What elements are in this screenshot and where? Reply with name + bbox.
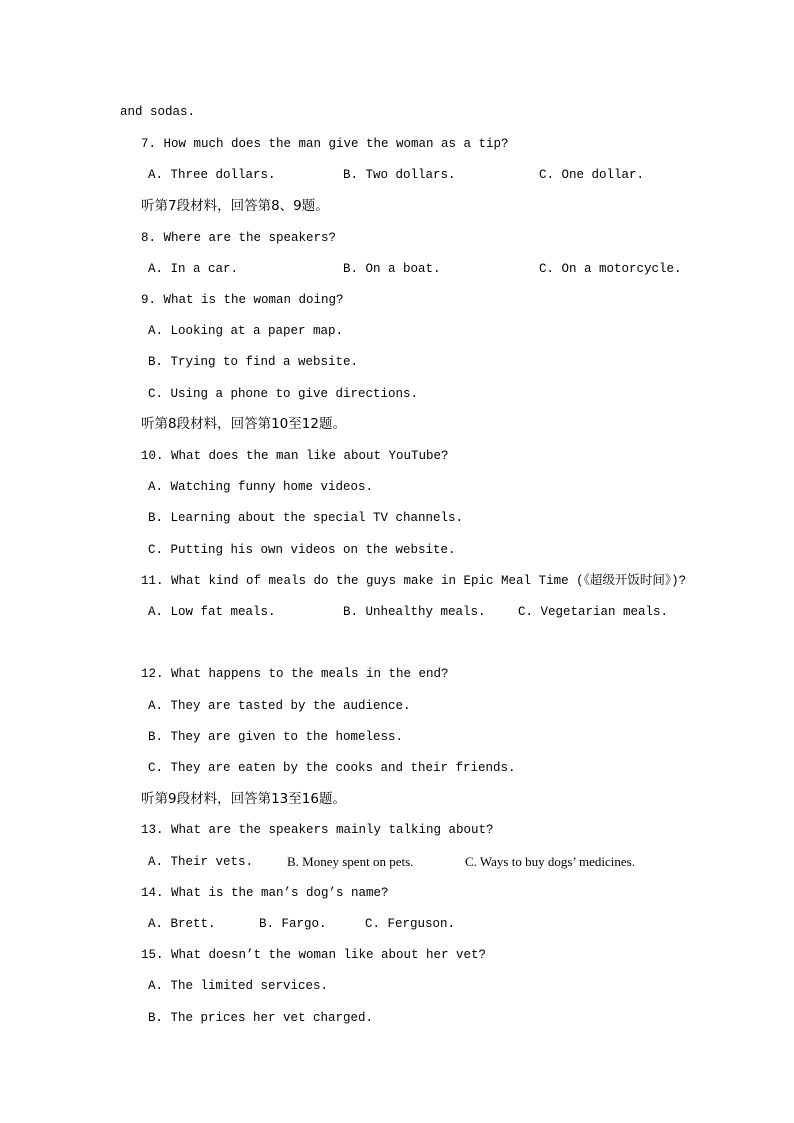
question-12-option-a: A. They are tasted by the audience. [148, 699, 411, 713]
question-14-option-c: C. Ferguson. [365, 917, 456, 931]
question-7-option-c: C. One dollar. [539, 168, 645, 182]
section-7-heading: 听第7段材料，回答第8、9题。 [141, 198, 329, 214]
section-9-heading: 听第9段材料，回答第13至16题。 [141, 791, 346, 807]
question-14-option-b: B. Fargo. [259, 917, 327, 931]
question-14: 14. What is the man’s dog’s name? [141, 886, 389, 900]
continued-text: and sodas. [120, 105, 196, 119]
question-13-option-b: B. Money spent on pets. [287, 854, 414, 869]
question-10-option-a: A. Watching funny home videos. [148, 480, 374, 494]
question-15-option-a: A. The limited services. [148, 979, 329, 993]
question-9-option-c: C. Using a phone to give directions. [148, 387, 419, 401]
question-11: 11. What kind of meals do the guys make in Epic Meal Time (《超级开饭时间》)? [141, 574, 687, 588]
question-13-option-c: C. Ways to buy dogs’ medicines. [465, 854, 635, 869]
question-12-option-c: C. They are eaten by the cooks and their friends. [148, 761, 516, 775]
section-8-heading: 听第8段材料，回答第10至12题。 [141, 416, 346, 432]
question-9-option-b: B. Trying to find a website. [148, 355, 359, 369]
question-13: 13. What are the speakers mainly talking about? [141, 823, 494, 837]
question-10: 10. What does the man like about YouTube? [141, 449, 449, 463]
question-8: 8. Where are the speakers? [141, 231, 337, 245]
question-10-option-b: B. Learning about the special TV channels. [148, 511, 464, 525]
question-11-option-b: B. Unhealthy meals. [343, 605, 486, 619]
question-8-option-b: B. On a boat. [343, 262, 441, 276]
question-9-option-a: A. Looking at a paper map. [148, 324, 344, 338]
question-15: 15. What doesn’t the woman like about her vet? [141, 948, 487, 962]
question-12-option-b: B. They are given to the homeless. [148, 730, 404, 744]
question-11-option-c: C. Vegetarian meals. [518, 605, 669, 619]
question-11-option-a: A. Low fat meals. [148, 605, 276, 619]
question-13-option-a: A. Their vets. [148, 855, 254, 869]
question-7: 7. How much does the man give the woman as a tip? [141, 137, 509, 151]
question-10-option-c: C. Putting his own videos on the website. [148, 543, 456, 557]
question-12: 12. What happens to the meals in the end? [141, 667, 449, 681]
question-9: 9. What is the woman doing? [141, 293, 344, 307]
question-14-option-a: A. Brett. [148, 917, 216, 931]
question-8-option-a: A. In a car. [148, 262, 239, 276]
question-7-option-b: B. Two dollars. [343, 168, 456, 182]
question-7-option-a: A. Three dollars. [148, 168, 276, 182]
question-15-option-b: B. The prices her vet charged. [148, 1011, 374, 1025]
question-8-option-c: C. On a motorcycle. [539, 262, 682, 276]
